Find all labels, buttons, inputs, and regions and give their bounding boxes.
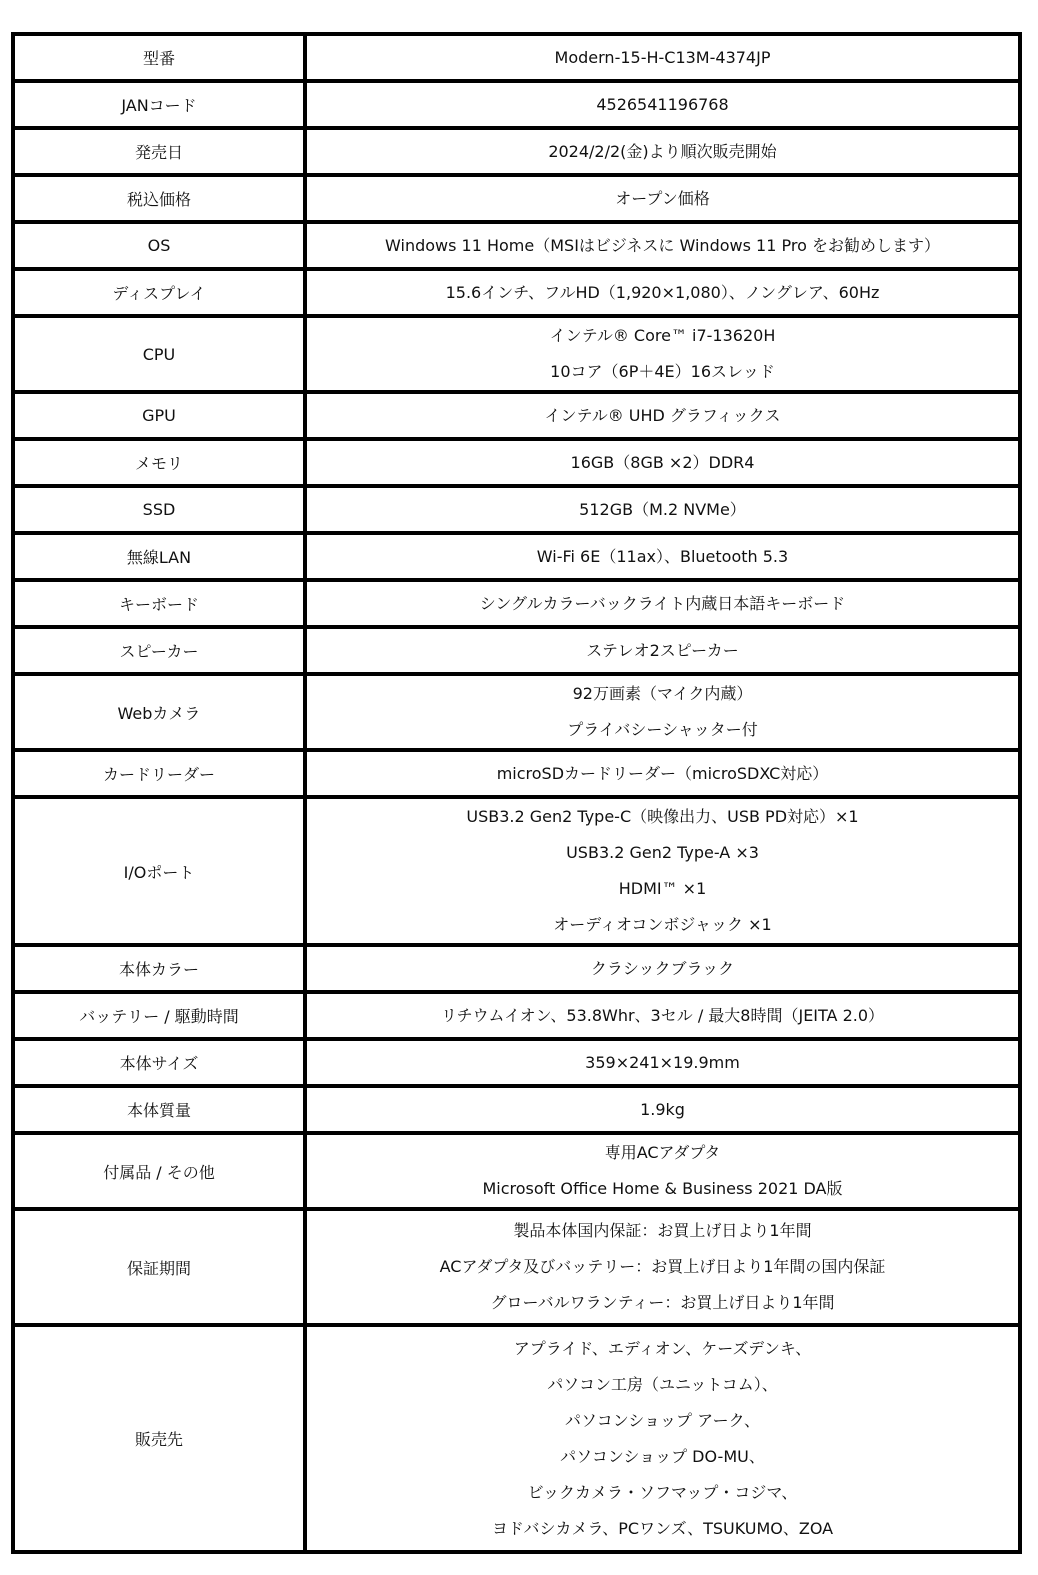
spec-value: ACアダプタ及びバッテリー：お買上げ日より1年間の国内保証 — [439, 1257, 886, 1276]
spec-value: microSDカードリーダー（microSDXC対応） — [496, 763, 829, 783]
spec-value: ヨドバシカメラ、PCワンズ、TSUKUMO、ZOA — [491, 1518, 834, 1538]
spec-value: USB3.2 Gen2 Type-C（映像出力、USB PD対応）×1 — [466, 807, 859, 826]
spec-value: オーディオコンボジャック ×1 — [553, 915, 772, 934]
spec-row — [13, 750, 1020, 797]
spec-value-cell — [305, 175, 1020, 222]
spec-label: I/Oポート — [13, 797, 305, 945]
spec-label: カードリーダー — [13, 750, 305, 797]
spec-row — [13, 1039, 1020, 1086]
spec-value: クラシックブラック — [590, 958, 735, 978]
spec-value-cell — [305, 533, 1020, 580]
spec-value: 4526541196768 — [596, 94, 729, 114]
spec-value-cell — [305, 81, 1020, 128]
spec-value: USB3.2 Gen2 Type-A ×3 — [566, 843, 759, 862]
spec-value: グローバルワランティー：お買上げ日より1年間 — [490, 1293, 835, 1312]
spec-row — [13, 1325, 1020, 1552]
spec-value: 製品本体国内保証：お買上げ日より1年間 — [513, 1221, 812, 1240]
spec-label: 無線LAN — [13, 533, 305, 580]
spec-label: JANコード — [13, 81, 305, 128]
spec-value-cell — [305, 1039, 1020, 1086]
spec-value-cell — [305, 674, 1020, 750]
spec-value: 2024/2/2(金)より順次販売開始 — [548, 141, 777, 161]
spec-label: 販売先 — [13, 1325, 305, 1552]
spec-value-cell — [305, 439, 1020, 486]
spec-label: スピーカー — [13, 627, 305, 674]
spec-label: 税込価格 — [13, 175, 305, 222]
spec-label: GPU — [13, 392, 305, 439]
spec-label: CPU — [13, 316, 305, 392]
spec-value: 92万画素（マイク内蔵） — [572, 684, 753, 703]
spec-label: 本体カラー — [13, 945, 305, 992]
spec-value-cell — [305, 1133, 1020, 1209]
spec-row — [13, 175, 1020, 222]
spec-row — [13, 992, 1020, 1039]
spec-value: シングルカラーバックライト内蔵日本語キーボード — [479, 593, 846, 613]
spec-value: アプライド、エディオン、ケーズデンキ、 — [513, 1338, 812, 1358]
spec-label: バッテリー / 駆動時間 — [13, 992, 305, 1039]
spec-value: 15.6インチ、フルHD（1,920×1,080）、ノングレア、60Hz — [445, 282, 880, 302]
spec-value-cell — [305, 34, 1020, 81]
spec-row — [13, 392, 1020, 439]
spec-value-cell — [305, 992, 1020, 1039]
spec-value: 16GB（8GB ×2）DDR4 — [570, 452, 755, 472]
spec-value-cell — [305, 750, 1020, 797]
spec-label: ディスプレイ — [13, 269, 305, 316]
spec-value: リチウムイオン、53.8Whr、3セル / 最大8時間（JEITA 2.0） — [440, 1005, 885, 1025]
spec-value: プライバシーシャッター付 — [567, 720, 758, 739]
spec-label: SSD — [13, 486, 305, 533]
spec-value: Windows 11 Home（MSIはビジネスに Windows 11 Pro をお勧めします） — [385, 235, 940, 255]
spec-label: 保証期間 — [13, 1209, 305, 1325]
spec-row — [13, 1086, 1020, 1133]
spec-row — [13, 34, 1020, 81]
spec-value-cell — [305, 580, 1020, 627]
spec-row — [13, 269, 1020, 316]
spec-value: オープン価格 — [615, 188, 710, 208]
spec-table — [11, 32, 1022, 1554]
spec-row — [13, 486, 1020, 533]
spec-value-cell — [305, 269, 1020, 316]
spec-label: 本体質量 — [13, 1086, 305, 1133]
spec-label: メモリ — [13, 439, 305, 486]
spec-value: 1.9kg — [640, 1099, 685, 1119]
spec-label: 付属品 / その他 — [13, 1133, 305, 1209]
spec-table-body — [13, 34, 1020, 1552]
spec-value: インテル® UHD グラフィックス — [544, 405, 781, 425]
spec-row — [13, 316, 1020, 392]
spec-value-cell — [305, 128, 1020, 175]
spec-row — [13, 627, 1020, 674]
spec-row — [13, 1209, 1020, 1325]
spec-value: パソコン工房（ユニットコム）、 — [547, 1374, 778, 1394]
spec-value-cell — [305, 1209, 1020, 1325]
spec-value: ステレオ2スピーカー — [586, 640, 739, 660]
spec-value-cell — [305, 1325, 1020, 1552]
spec-value: Microsoft Office Home & Business 2021 DA版 — [482, 1179, 843, 1198]
spec-row — [13, 439, 1020, 486]
spec-row — [13, 222, 1020, 269]
spec-label: 発売日 — [13, 128, 305, 175]
spec-value: 359×241×19.9mm — [585, 1052, 740, 1072]
spec-value-cell — [305, 392, 1020, 439]
spec-row — [13, 797, 1020, 945]
spec-row — [13, 128, 1020, 175]
spec-row — [13, 81, 1020, 128]
spec-value-cell — [305, 797, 1020, 945]
spec-value: 512GB（M.2 NVMe） — [579, 499, 746, 519]
spec-value: ビックカメラ・ソフマップ・コジマ、 — [527, 1482, 798, 1502]
spec-value: 専用ACアダプタ — [604, 1143, 721, 1162]
spec-value: Wi-Fi 6E（11ax）、Bluetooth 5.3 — [536, 546, 789, 566]
spec-value: Modern-15-H-C13M-4374JP — [554, 47, 771, 67]
spec-value-cell — [305, 945, 1020, 992]
spec-label: OS — [13, 222, 305, 269]
spec-value: インテル® Core™ i7-13620H — [549, 326, 776, 345]
spec-value: パソコンショップ DO-MU、 — [560, 1446, 765, 1466]
spec-label: Webカメラ — [13, 674, 305, 750]
spec-value-cell — [305, 627, 1020, 674]
spec-label: 型番 — [13, 34, 305, 81]
spec-row — [13, 580, 1020, 627]
spec-row — [13, 1133, 1020, 1209]
spec-value-cell — [305, 486, 1020, 533]
spec-value: 10コア（6P＋4E）16スレッド — [550, 362, 775, 381]
spec-row — [13, 533, 1020, 580]
spec-row — [13, 945, 1020, 992]
spec-label: 本体サイズ — [13, 1039, 305, 1086]
spec-row — [13, 674, 1020, 750]
spec-value: パソコンショップ アーク、 — [565, 1410, 760, 1430]
spec-value-cell — [305, 316, 1020, 392]
spec-value: HDMI™ ×1 — [618, 879, 707, 898]
spec-label: キーボード — [13, 580, 305, 627]
spec-value-cell — [305, 222, 1020, 269]
spec-value-cell — [305, 1086, 1020, 1133]
